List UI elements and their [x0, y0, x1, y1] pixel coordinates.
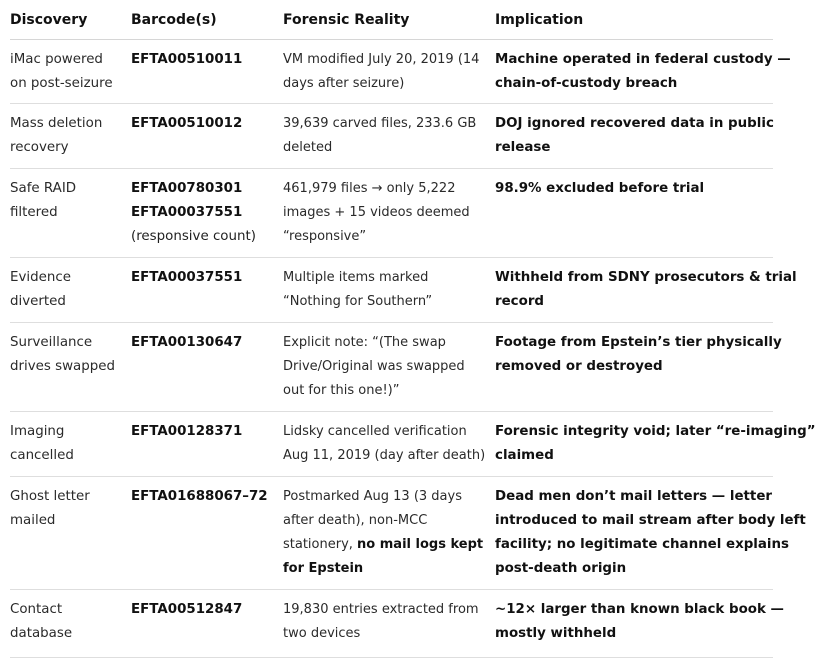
header-implication: Implication — [495, 0, 773, 40]
discovery-cell — [10, 169, 131, 258]
discovery-text: recovery — [10, 140, 69, 155]
table-row — [10, 104, 773, 169]
reality-plain-text: stationery, — [283, 537, 358, 552]
barcode-cell — [131, 412, 283, 477]
discovery-text: database — [10, 626, 73, 641]
implication-text: record — [495, 294, 545, 309]
barcode-id: EFTA00128371 — [131, 424, 243, 439]
implication-text: claimed — [495, 448, 554, 463]
reality-text: Multiple items marked — [283, 270, 429, 285]
reality-text: “Nothing for Southern” — [283, 294, 433, 309]
implication-text: removed or destroyed — [495, 359, 663, 374]
barcode-id: EFTA00130647 — [131, 335, 243, 350]
table-row — [10, 590, 773, 658]
header-row — [10, 0, 773, 40]
barcode-cell — [131, 104, 283, 169]
reality-text — [283, 533, 495, 557]
forensic-reality-cell — [283, 477, 495, 590]
barcode-id: EFTA00037551 — [131, 205, 243, 220]
reality-bold-text: no mail logs kept — [357, 537, 484, 552]
reality-text: days after seizure) — [283, 76, 405, 91]
implication-cell — [495, 323, 782, 412]
implication-text: release — [495, 140, 551, 155]
barcode-id: EFTA00510011 — [131, 52, 243, 67]
implication-cell — [495, 40, 791, 104]
implication-cell — [495, 104, 773, 169]
reality-text: VM modified July 20, 2019 (14 — [283, 52, 480, 67]
implication-text: 98.9% excluded before trial — [495, 181, 705, 196]
implication-text: Footage from Epstein’s tier physically — [495, 335, 782, 350]
discovery-text: iMac powered — [10, 52, 103, 67]
discovery-text: Surveillance — [10, 335, 93, 350]
barcode-id: EFTA00512847 — [131, 602, 243, 617]
implication-text: Dead men don’t mail letters — letter — [495, 489, 773, 504]
barcode-id: EFTA00037551 — [131, 270, 243, 285]
barcode-id: EFTA00780301 — [131, 181, 243, 196]
discovery-cell — [10, 258, 131, 323]
reality-text: Aug 11, 2019 (day after death) — [283, 448, 486, 463]
discovery-cell — [10, 412, 131, 477]
table-row — [10, 323, 773, 412]
implication-text: post-death origin — [495, 561, 627, 576]
discovery-text: mailed — [10, 513, 56, 528]
implication-cell — [495, 477, 806, 590]
discovery-cell — [10, 477, 131, 590]
discovery-text: Ghost letter — [10, 489, 90, 504]
discovery-text: cancelled — [10, 448, 74, 463]
barcode-cell — [131, 169, 283, 258]
forensic-reality-cell — [283, 323, 495, 412]
forensic-reality-cell — [283, 412, 495, 477]
implication-cell — [495, 590, 784, 658]
evidence-table — [10, 0, 816, 658]
implication-cell — [495, 258, 797, 323]
discovery-text: filtered — [10, 205, 58, 220]
reality-text: Drive/Original was swapped — [283, 359, 465, 374]
forensic-reality-cell — [283, 169, 495, 258]
forensic-reality-cell — [283, 40, 495, 104]
reality-text: deleted — [283, 140, 333, 155]
forensic-reality-cell — [283, 590, 495, 658]
discovery-cell — [10, 590, 131, 658]
reality-text: Explicit note: “(The swap — [283, 335, 446, 350]
header-forensic-reality: Forensic Reality — [283, 0, 495, 40]
reality-text: images + 15 videos deemed — [283, 205, 470, 220]
barcode-note: (responsive count) — [131, 229, 256, 244]
forensic-reality-cell — [283, 104, 495, 169]
forensic-reality-cell — [283, 258, 495, 323]
discovery-text: drives swapped — [10, 359, 115, 374]
implication-text: ~12× larger than known black book — — [495, 602, 784, 617]
header-discovery: Discovery — [10, 0, 131, 40]
barcode-cell — [131, 477, 283, 590]
discovery-text: Safe RAID — [10, 181, 77, 196]
reality-text: two devices — [283, 626, 361, 641]
reality-bold-text: for Epstein — [283, 561, 364, 576]
barcode-cell — [131, 40, 283, 104]
table-row — [10, 40, 773, 104]
discovery-cell — [10, 104, 131, 169]
reality-text: 19,830 entries extracted from — [283, 602, 479, 617]
discovery-text: Contact — [10, 602, 63, 617]
implication-text: mostly withheld — [495, 626, 617, 641]
reality-text: after death), non-MCC — [283, 513, 428, 528]
implication-text: Forensic integrity void; later “re-imaging” — [495, 424, 816, 439]
reality-text: 461,979 files → only 5,222 — [283, 181, 456, 196]
barcode-cell — [131, 590, 283, 658]
table-row — [10, 258, 773, 323]
reality-text: 39,639 carved files, 233.6 GB — [283, 116, 477, 131]
discovery-text: diverted — [10, 294, 66, 309]
discovery-text: Evidence — [10, 270, 71, 285]
discovery-cell — [10, 40, 131, 104]
reality-text: “responsive” — [283, 229, 367, 244]
reality-text: out for this one!)” — [283, 383, 400, 398]
implication-text: chain-of-custody breach — [495, 76, 678, 91]
implication-cell — [495, 412, 816, 477]
table-row — [10, 169, 773, 258]
implication-cell — [495, 169, 773, 258]
implication-text: facility; no legitimate channel explains — [495, 537, 790, 552]
implication-text: Machine operated in federal custody — — [495, 52, 791, 67]
header-barcodes: Barcode(s) — [131, 0, 283, 40]
table-body — [10, 40, 816, 658]
table-row — [10, 412, 773, 477]
table-row — [10, 477, 773, 590]
discovery-text: on post-seizure — [10, 76, 113, 91]
reality-text: Lidsky cancelled verification — [283, 424, 467, 439]
implication-text: Withheld from SDNY prosecutors & trial — [495, 270, 797, 285]
implication-text: DOJ ignored recovered data in public — [495, 116, 774, 131]
barcode-id: EFTA00510012 — [131, 116, 243, 131]
discovery-text: Imaging — [10, 424, 65, 439]
barcode-id: EFTA01688067–72 — [131, 489, 268, 504]
reality-text: Postmarked Aug 13 (3 days — [283, 489, 462, 504]
barcode-cell — [131, 258, 283, 323]
implication-text: introduced to mail stream after body left — [495, 513, 806, 528]
discovery-cell — [10, 323, 131, 412]
barcode-cell — [131, 323, 283, 412]
discovery-text: Mass deletion — [10, 116, 103, 131]
